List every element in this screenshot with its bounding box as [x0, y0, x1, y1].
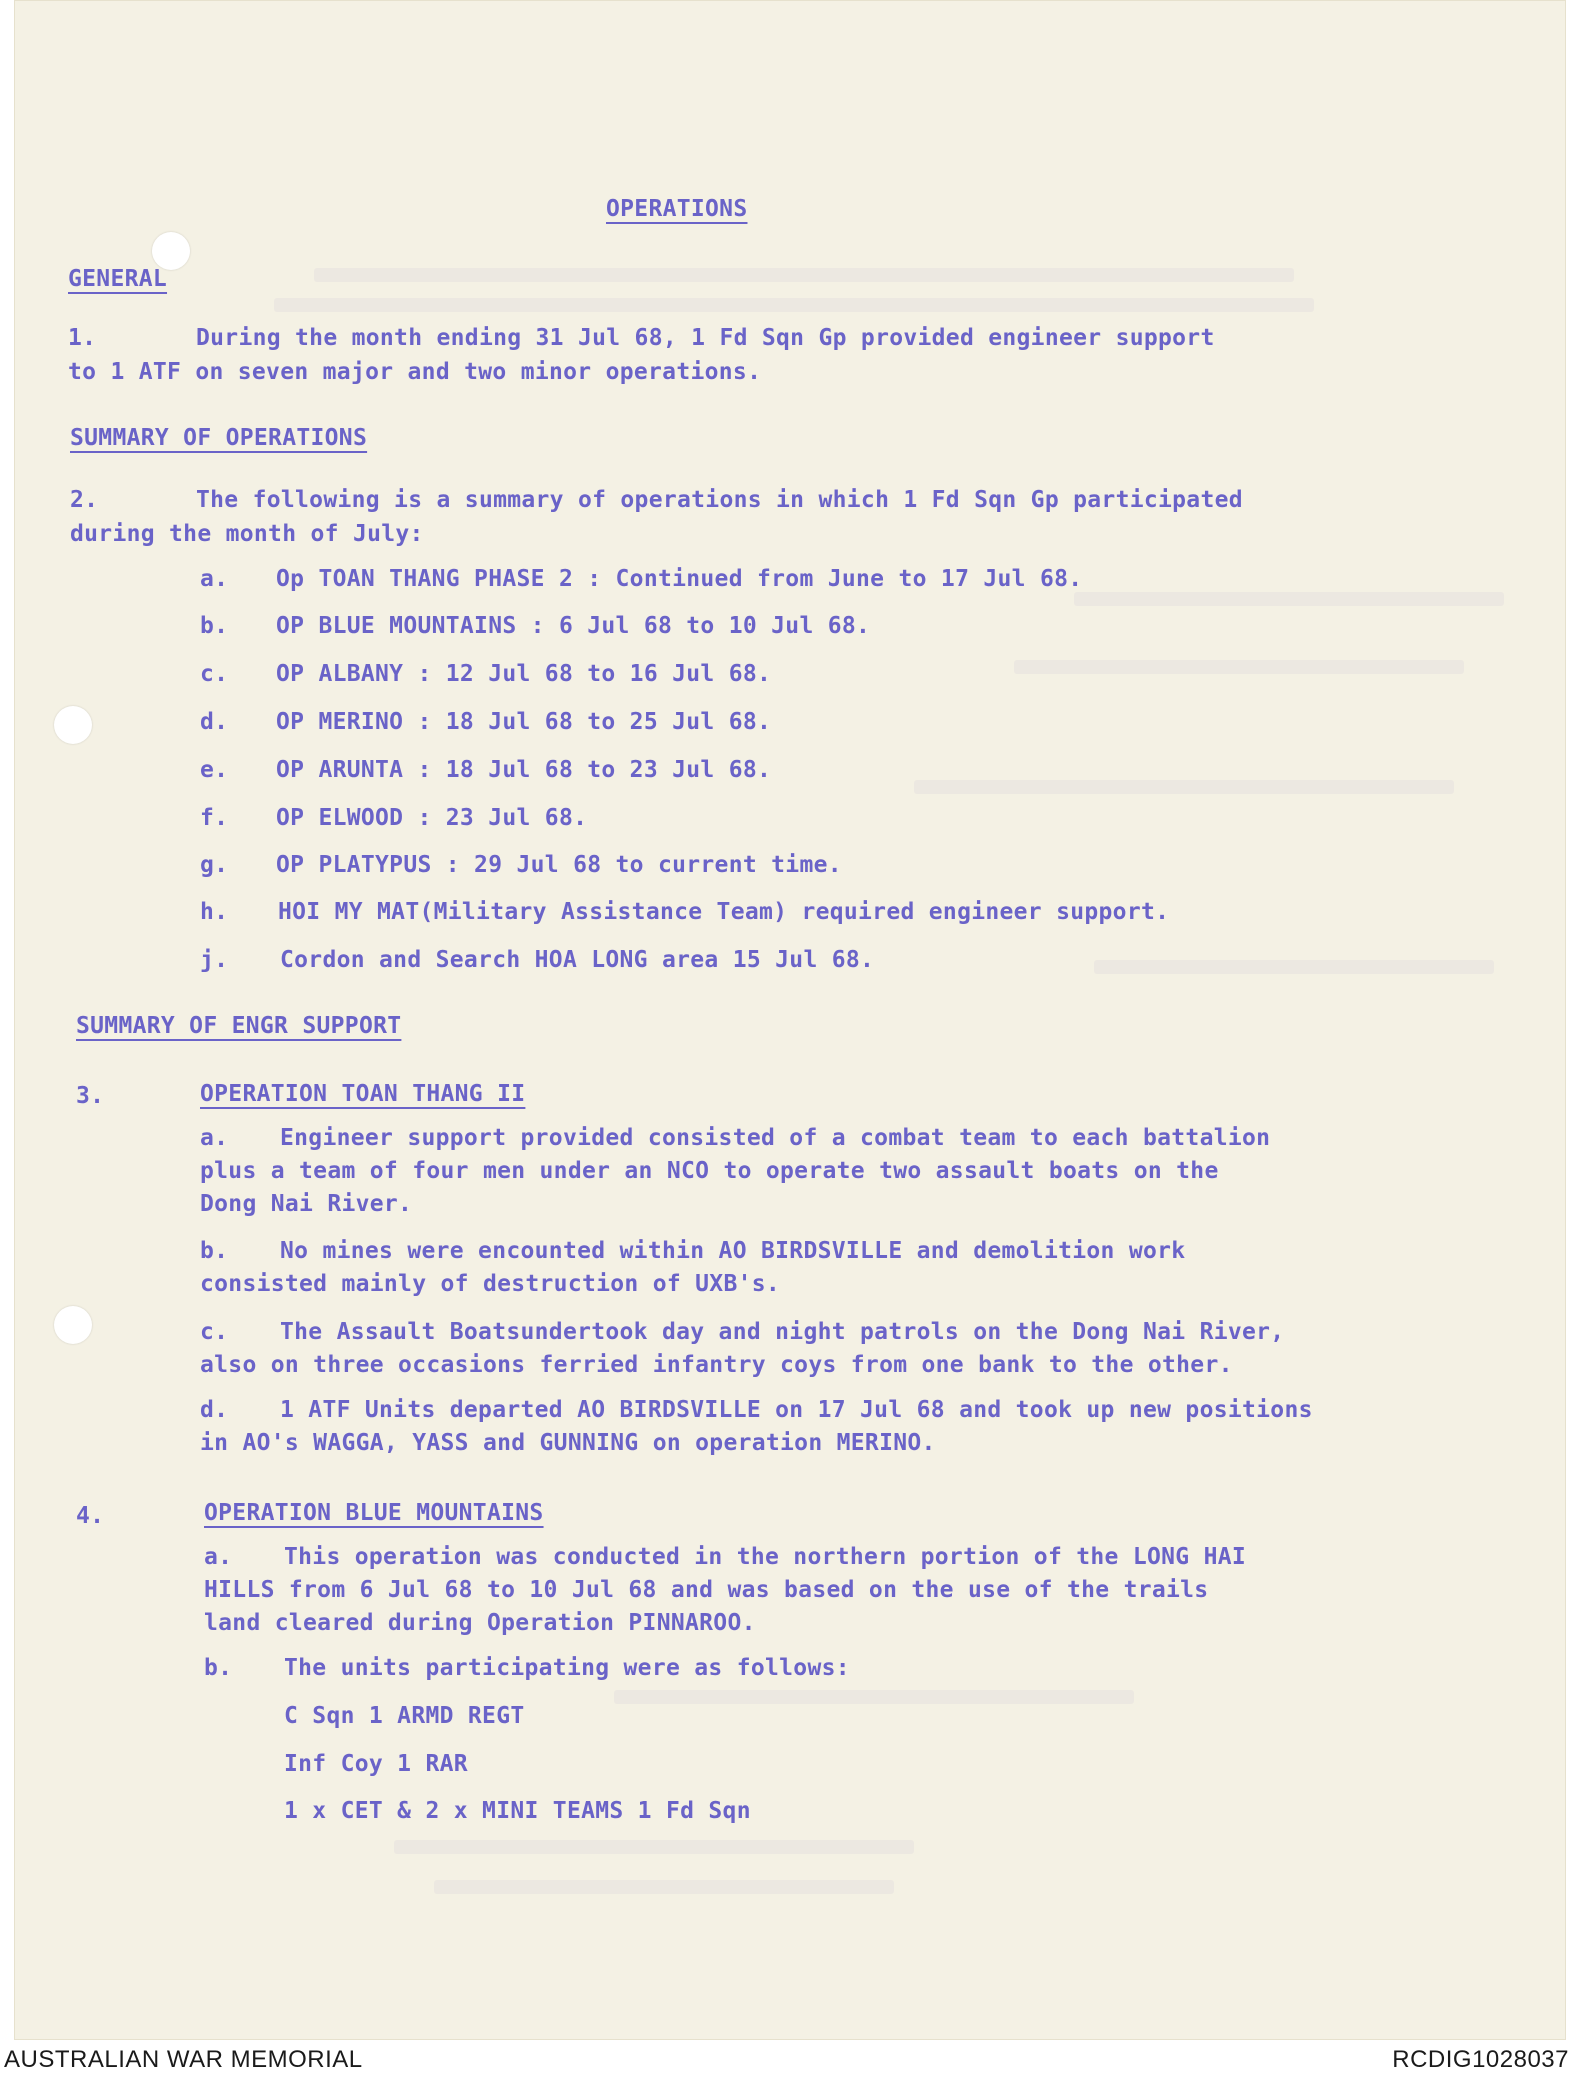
list-item-text: OP ALBANY : 12 Jul 68 to 16 Jul 68. — [276, 661, 772, 687]
paragraph-line: The following is a summary of operations in which 1 Fd Sqn Gp participated — [196, 487, 1243, 513]
list-item-letter: a. — [200, 566, 229, 592]
list-item-text: OP PLATYPUS : 29 Jul 68 to current time. — [276, 852, 842, 878]
list-item-text: Op TOAN THANG PHASE 2 : Continued from June to 17 Jul 68. — [276, 566, 1083, 592]
footer-id: RCDIG1028037 — [1392, 2046, 1569, 2073]
bleed-through — [1094, 960, 1494, 974]
unit-list-item: 1 x CET & 2 x MINI TEAMS 1 Fd Sqn — [284, 1798, 751, 1824]
footer-bar — [0, 2040, 1575, 2082]
punch-hole — [54, 706, 92, 744]
list-item-text: 1 ATF Units departed AO BIRDSVILLE on 17 Jul 68 and took up new positions — [280, 1397, 1313, 1423]
section-heading-summary-engr-support: SUMMARY OF ENGR SUPPORT — [76, 1013, 402, 1039]
page-title: OPERATIONS — [606, 196, 748, 222]
list-item-letter: g. — [200, 852, 229, 878]
paragraph-number: 2. — [70, 487, 99, 513]
list-item-text: No mines were encounted within AO BIRDSVILLE and demolition work — [280, 1238, 1186, 1264]
list-item-letter: h. — [200, 899, 229, 925]
list-item-letter: f. — [200, 805, 229, 831]
subsection-heading-toan-thang: OPERATION TOAN THANG II — [200, 1081, 526, 1107]
list-item-letter: a. — [200, 1125, 229, 1151]
unit-list-item: Inf Coy 1 RAR — [284, 1751, 468, 1777]
punch-hole — [54, 1306, 92, 1344]
list-item-text: plus a team of four men under an NCO to operate two assault boats on the — [200, 1158, 1219, 1184]
list-item-text: The Assault Boatsundertook day and night patrols on the Dong Nai River, — [280, 1319, 1285, 1345]
subsection-heading-blue-mountains: OPERATION BLUE MOUNTAINS — [204, 1500, 544, 1526]
bleed-through — [914, 780, 1454, 794]
list-item-text: land cleared during Operation PINNAROO. — [204, 1610, 756, 1636]
paragraph-number: 4. — [76, 1503, 105, 1529]
list-item-text: OP ELWOOD : 23 Jul 68. — [276, 805, 588, 831]
paragraph-line: during the month of July: — [70, 521, 424, 547]
section-heading-summary-operations: SUMMARY OF OPERATIONS — [70, 425, 368, 451]
bleed-through — [614, 1690, 1134, 1704]
list-item-letter: a. — [204, 1544, 233, 1570]
list-item-letter: b. — [200, 1238, 229, 1264]
bleed-through — [314, 268, 1294, 282]
footer-source: AUSTRALIAN WAR MEMORIAL — [4, 2046, 363, 2073]
list-item-text: Dong Nai River. — [200, 1191, 413, 1217]
bleed-through — [434, 1880, 894, 1894]
bleed-through — [274, 298, 1314, 312]
list-item-text: OP ARUNTA : 18 Jul 68 to 23 Jul 68. — [276, 757, 772, 783]
list-item-text: Cordon and Search HOA LONG area 15 Jul 68. — [280, 947, 875, 973]
bleed-through — [394, 1840, 914, 1854]
list-item-letter: d. — [200, 1397, 229, 1423]
list-item-letter: c. — [200, 661, 229, 687]
list-item-letter: j. — [200, 947, 229, 973]
paragraph-number: 3. — [76, 1083, 105, 1109]
paragraph-number: 1. — [68, 325, 97, 351]
list-item-text: This operation was conducted in the northern portion of the LONG HAI — [284, 1544, 1247, 1570]
list-item-text: OP BLUE MOUNTAINS : 6 Jul 68 to 10 Jul 68. — [276, 613, 871, 639]
list-item-text: HOI MY MAT(Military Assistance Team) required engineer support. — [278, 899, 1170, 925]
bleed-through — [1074, 592, 1504, 606]
paragraph-line: During the month ending 31 Jul 68, 1 Fd Sqn Gp provided engineer support — [196, 325, 1215, 351]
list-item-letter: e. — [200, 757, 229, 783]
unit-list-item: C Sqn 1 ARMD REGT — [284, 1703, 525, 1729]
list-item-letter: c. — [200, 1319, 229, 1345]
list-item-letter: b. — [204, 1655, 233, 1681]
list-item-letter: b. — [200, 613, 229, 639]
list-item-text: also on three occasions ferried infantry coys from one bank to the other. — [200, 1352, 1233, 1378]
list-item-text: OP MERINO : 18 Jul 68 to 25 Jul 68. — [276, 709, 772, 735]
list-item-text: consisted mainly of destruction of UXB's. — [200, 1271, 781, 1297]
list-item-text: in AO's WAGGA, YASS and GUNNING on operation MERINO. — [200, 1430, 936, 1456]
paragraph-line: to 1 ATF on seven major and two minor operations. — [68, 359, 762, 385]
section-heading-general: GENERAL — [68, 266, 168, 292]
list-item-text: The units participating were as follows: — [284, 1655, 850, 1681]
bleed-through — [1014, 660, 1464, 674]
list-item-text: HILLS from 6 Jul 68 to 10 Jul 68 and was based on the use of the trails — [204, 1577, 1209, 1603]
list-item-letter: d. — [200, 709, 229, 735]
list-item-text: Engineer support provided consisted of a combat team to each battalion — [280, 1125, 1271, 1151]
